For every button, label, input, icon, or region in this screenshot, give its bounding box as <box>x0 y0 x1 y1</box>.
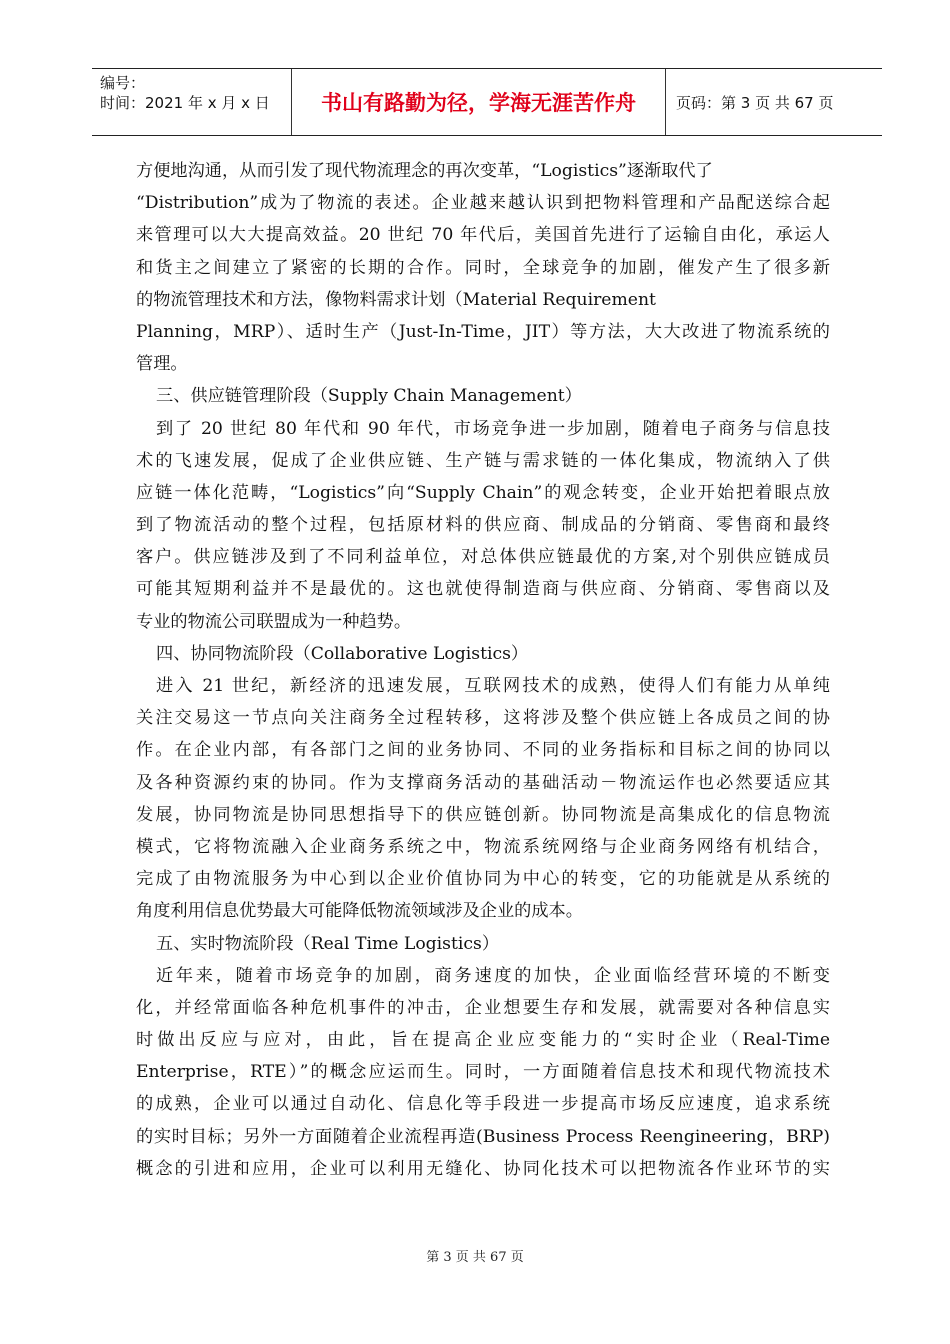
document-body <box>136 155 830 1185</box>
header-page-info: 页码：第 3 页 共 67 页 <box>676 93 834 112</box>
body-text-line: 和货主之间建立了紧密的长期的合作。同时，全球竞争的加剧，催发产生了很多新 <box>136 257 830 278</box>
body-text-line: 的成熟，企业可以通过自动化、信息化等手段进一步提高市场反应速度，追求系统 <box>136 1094 830 1115</box>
body-text-line: 三、供应链管理阶段（Supply Chain Management） <box>156 386 582 407</box>
body-text-line: 模式，它将物流融入企业商务系统之中，物流系统网络与企业商务网络有机结合， <box>136 836 830 857</box>
body-text-line: 术的飞速发展，促成了企业供应链、生产链与需求链的一体化集成，物流纳入了供 <box>136 450 830 471</box>
body-text-line: 到了物流活动的整个过程，包括原材料的供应商、制成品的分销商、零售商和最终 <box>136 515 830 536</box>
body-text-line: 的实时目标；另外一方面随着企业流程再造(Business Process Reengineering，BRP) <box>136 1126 830 1147</box>
document-number-label: 编号： <box>100 74 146 92</box>
header-meta <box>92 69 292 135</box>
body-text-line: 时做出反应与应对，由此，旨在提高企业应变能力的“实时企业（Real-Time <box>136 1030 830 1051</box>
body-text-line: 角度利用信息优势最大可能降低物流领域涉及企业的成本。 <box>136 901 583 922</box>
page-footer: 第 3 页 共 67 页 <box>426 1250 524 1265</box>
body-text-line: 发展，协同物流是协同思想指导下的供应链创新。协同物流是高集成化的信息物流 <box>136 804 830 825</box>
body-text-line: 方便地沟通，从而引发了现代物流理念的再次变革，“Logistics”逐渐取代了 <box>136 161 713 181</box>
body-text-line: 客户。供应链涉及到了不同利益单位，对总体供应链最优的方案,对个别供应链成员 <box>136 547 830 568</box>
body-text-line: Enterprise，RTE）”的概念应运而生。同时，一方面随着信息技术和现代物流技术 <box>136 1062 830 1083</box>
body-text-line: 化，并经常面临各种危机事件的冲击，企业想要生存和发展，就需要对各种信息实 <box>136 997 830 1018</box>
body-text-line: 关注交易这一节点向关注商务全过程转移，这将涉及整个供应链上各成员之间的协 <box>136 708 830 729</box>
body-text-line: 概念的引进和应用，企业可以利用无缝化、协同化技术可以把物流各作业环节的实 <box>136 1158 830 1179</box>
body-text-line: “Distribution”成为了物流的表述。企业越来越认识到把物料管理和产品配送综合起 <box>136 193 830 214</box>
body-text-line: 进入 21 世纪，新经济的迅速发展，互联网技术的成熟，使得人们有能力从单纯 <box>156 676 830 696</box>
page-header <box>92 68 882 136</box>
body-text-line: 作。在企业内部，有各部门之间的业务协同、不同的业务指标和目标之间的协同以 <box>136 740 830 761</box>
body-text-line: Planning，MRP）、适时生产（Just-In-Time，JIT）等方法，大大改进了物流系统的 <box>136 321 830 342</box>
document-time-label: 时间：2021 年 x 月 x 日 <box>100 94 270 112</box>
body-text-line: 管理。 <box>136 354 188 375</box>
body-text-line: 应链一体化范畴，“Logistics”向“Supply Chain”的观念转变，企业开始把着眼点放 <box>136 482 830 503</box>
header-motto: 书山有路勤为径，学海无涯苦作舟 <box>292 69 666 135</box>
body-text-line: 完成了由物流服务为中心到以企业价值协同为中心的转变，它的功能就是从系统的 <box>136 869 830 890</box>
body-text-line: 及各种资源约束的协同。作为支撑商务活动的基础活动－物流运作也必然要适应其 <box>136 772 830 793</box>
body-text-line: 五、实时物流阶段（Real Time Logistics） <box>156 933 500 954</box>
body-text-line: 专业的物流公司联盟成为一种趋势。 <box>136 611 412 632</box>
body-text-line: 可能其短期利益并不是最优的。这也就使得制造商与供应商、分销商、零售商以及 <box>136 579 830 600</box>
body-text-line: 四、协同物流阶段（Collaborative Logistics） <box>156 643 529 664</box>
body-text-line: 到了 20 世纪 80 年代和 90 年代，市场竞争进一步加剧，随着电子商务与信息技 <box>156 418 830 439</box>
body-text-line: 来管理可以大大提高效益。20 世纪 70 年代后，美国首先进行了运输自由化，承运人 <box>136 225 830 246</box>
body-text-line: 近年来，随着市场竞争的加剧，商务速度的加快，企业面临经营环境的不断变 <box>156 965 830 986</box>
body-text-line: 的物流管理技术和方法，像物料需求计划（Material Requirement <box>136 289 656 310</box>
